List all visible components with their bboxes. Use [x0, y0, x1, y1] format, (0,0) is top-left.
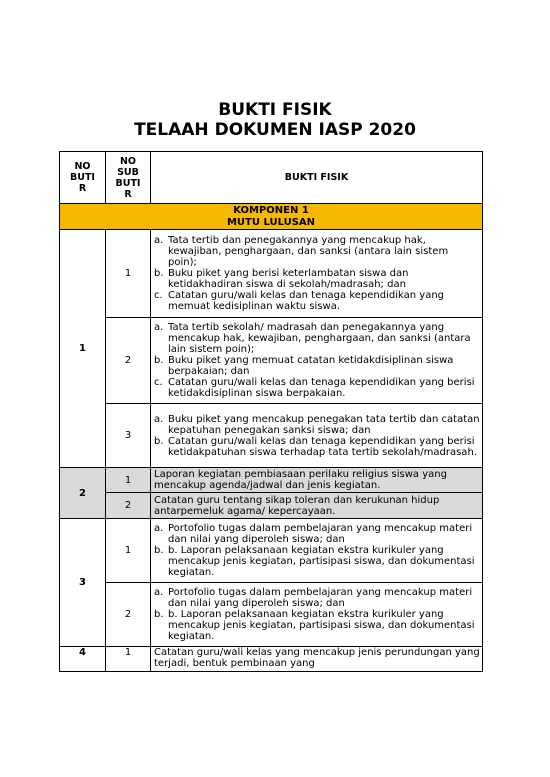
- list-item: a. Tata tertib sekolah/ madrasah dan penegakannya yang mencakup hak, kewajiban, penghargaan, dan sanksi (antara lain sistem poin);: [154, 322, 471, 355]
- bukti-fisik-cell: [151, 519, 483, 583]
- bukti-fisik-cell: Catatan guru/wali kelas yang mencakup jenis perundungan yang terjadi, bentuk pembinaan yang: [151, 647, 483, 672]
- butir-number: 1: [60, 230, 106, 468]
- table-row: [60, 468, 483, 493]
- table-row: [60, 519, 483, 583]
- komponen-title: KOMPONEN 1: [233, 205, 309, 216]
- document-title-line2: TELAAH DOKUMEN IASP 2020: [134, 120, 416, 140]
- sub-butir-number: 1: [106, 230, 151, 318]
- header-no-sub-butir: NO SUB BUTI R: [106, 152, 151, 204]
- sub-butir-number: 1: [106, 647, 151, 672]
- bukti-fisik-cell: [151, 404, 483, 468]
- bukti-fisik-cell: [151, 230, 483, 318]
- sub-butir-number: 1: [106, 468, 151, 493]
- table-row: [60, 493, 483, 519]
- bukti-fisik-cell: Catatan guru tentang sikap toleran dan kerukunan hidup antarpemeluk agama/ kepercayaan.: [151, 493, 483, 519]
- butir-number: 3: [60, 519, 106, 647]
- list-item: b. Catatan guru/wali kelas dan tenaga kependidikan yang berisi ketidakpatuhan siswa terhadap tata tertib sekolah/madrasah.: [154, 435, 477, 458]
- list-item: b. Buku piket yang berisi keterlambatan siswa dan ketidakhadiran siswa di sekolah/madrasah; dan: [154, 268, 409, 290]
- table-row: [60, 230, 483, 318]
- list-item: a. Tata tertib dan penegakannya yang mencakup hak, kewajiban, penghargaan, dan sanksi (antara lain sistem poin);: [154, 235, 449, 268]
- list-item: a. Portofolio tugas dalam pembelajaran yang mencakup materi dan nilai yang diperoleh siswa; dan: [154, 587, 473, 609]
- list-item: c. Catatan guru/wali kelas dan tenaga kependidikan yang memuat kedisiplinan waktu siswa.: [154, 290, 445, 312]
- sub-butir-number: 3: [106, 404, 151, 468]
- bukti-fisik-cell: Laporan kegiatan pembiasaan perilaku religius siswa yang mencakup agenda/jadwal dan jenis kegiatan.: [151, 468, 483, 493]
- komponen-subtitle: MUTU LULUSAN: [226, 216, 316, 228]
- butir-number: 2: [60, 468, 106, 519]
- sub-butir-number: 1: [106, 519, 151, 583]
- header-no-butir: NO BUTI R: [60, 152, 106, 204]
- list-item: a. Portofolio tugas dalam pembelajaran yang mencakup materi dan nilai yang diperoleh siswa; dan: [154, 523, 473, 545]
- bukti-fisik-cell: [151, 318, 483, 404]
- sub-butir-number: 2: [106, 318, 151, 404]
- sub-butir-number: 2: [106, 493, 151, 519]
- bukti-fisik-table: [59, 151, 483, 672]
- header-bukti-fisik: BUKTI FISIK: [151, 152, 483, 204]
- komponen-cell: [60, 204, 483, 230]
- sub-butir-number: 2: [106, 583, 151, 647]
- document-title-line1: BUKTI FISIK: [218, 100, 332, 120]
- table-row: [60, 583, 483, 647]
- list-item: b. b. Laporan pelaksanaan kegiatan ekstra kurikuler yang mencakup jenis kegiatan, partisipasi siswa, dan dokumentasi kegiatan.: [154, 609, 475, 642]
- list-item: b. b. Laporan pelaksanaan kegiatan ekstra kurikuler yang mencakup jenis kegiatan, partisipasi siswa, dan dokumentasi kegiatan.: [154, 545, 475, 578]
- table-row: [60, 318, 483, 404]
- list-item: a. Buku piket yang mencakup penegakan tata tertib dan catatan kepatuhan penegakan sanksi siswa; dan: [154, 413, 480, 436]
- table-row: [60, 404, 483, 468]
- list-item: c. Catatan guru/wali kelas dan tenaga kependidikan yang berisi ketidakdisiplinan siswa berpakaian.: [154, 377, 475, 399]
- list-item: b. Buku piket yang memuat catatan ketidakdisiplinan siswa berpakaian; dan: [154, 355, 454, 377]
- komponen-row: [60, 204, 483, 230]
- table-row: [60, 647, 483, 672]
- table-header-row: [60, 152, 483, 204]
- butir-number: 4: [60, 647, 106, 672]
- bukti-fisik-cell: [151, 583, 483, 647]
